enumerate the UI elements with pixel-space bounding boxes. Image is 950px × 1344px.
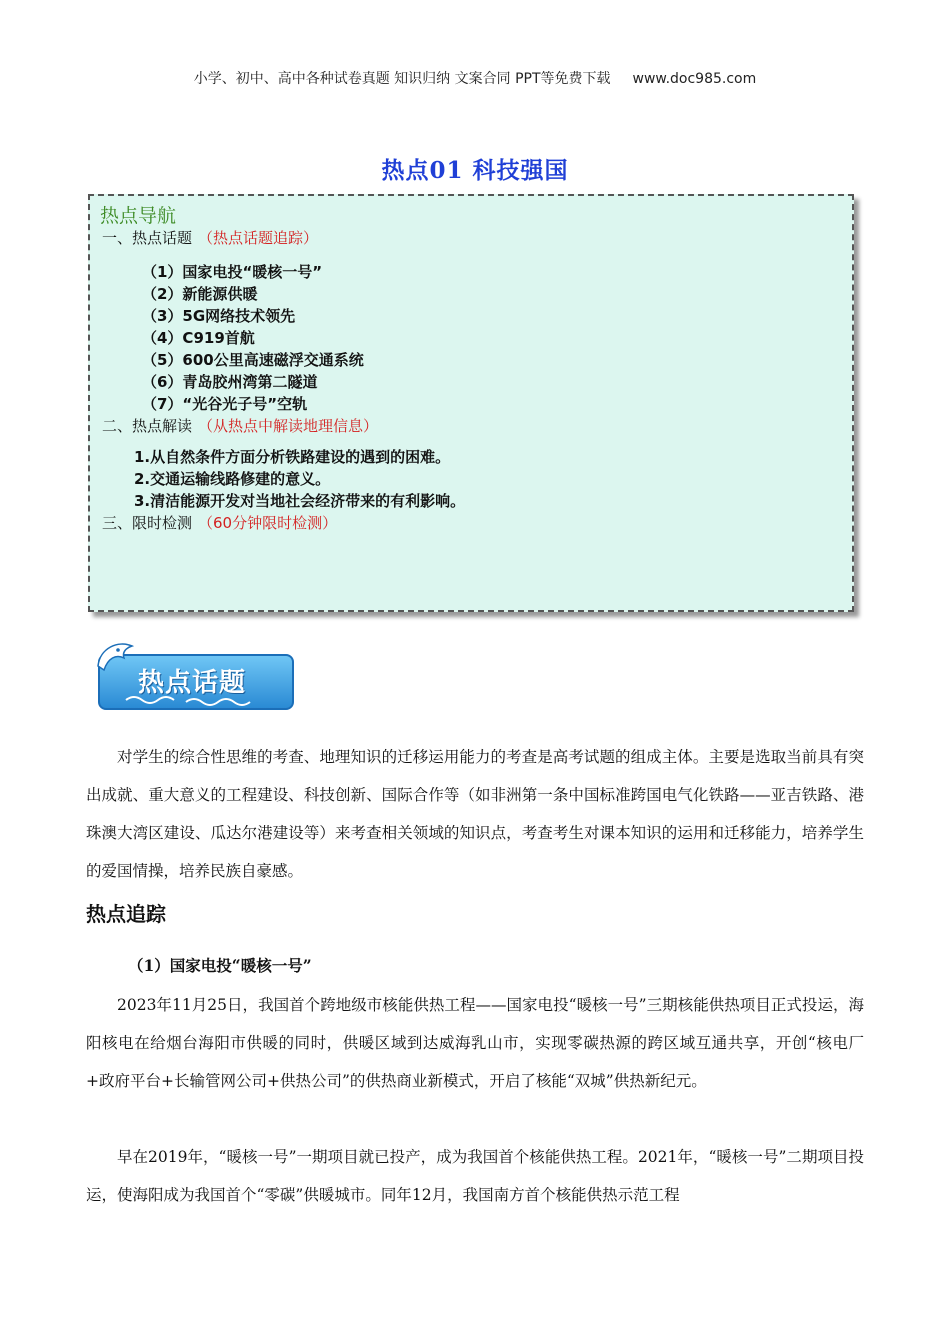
nav-section-test [102, 512, 337, 533]
nav-point-item: 3.清洁能源开发对当地社会经济带来的有利影响。 [134, 492, 466, 510]
page-header [0, 68, 950, 88]
nav-section-label: 二、热点解读 [102, 417, 193, 435]
nav-section-note: （60分钟限时检测） [198, 514, 338, 532]
nav-topic-item: （7）“光谷光子号”空轨 [142, 395, 308, 413]
hotspot-nav-box [88, 194, 854, 612]
header-text: 小学、初中、高中各种试卷真题 知识归纳 文案合同 PPT等免费下载 [193, 71, 611, 87]
nav-section-note: （从热点中解读地理信息） [198, 417, 379, 435]
intro-paragraph: 对学生的综合性思维的考查、地理知识的迁移运用能力的考查是高考试题的组成主体。主要是选取当前具有突出成就、重大意义的工程建设、科技创新、国际合作等（如非洲第一条中国标准跨国电气化铁路——亚吉铁路、港珠澳大湾区建设、瓜达尔港建设等）来考查相关领域的知识点，考查考生对课本知识的运用和迁移能力，培养学生的爱国情操，培养民族自豪感。 [86, 748, 864, 880]
nav-topic-item: （5）600公里高速磁浮交通系统 [142, 351, 364, 369]
nav-topic-item: （6）青岛胶州湾第二隧道 [142, 373, 318, 391]
tracking-paragraph-1: 2023年11月25日，我国首个跨地级市核能供热工程——国家电投“暖核一号”三期核能供热项目正式投运，海阳核电在给烟台海阳市供暖的同时，供暖区域到达威海乳山市，实现零碳热源的跨区域互通共享，开创“核电厂+政府平台+长输管网公司+供热公司”的供热商业新模式，开启了核能“双城”供热新纪元。 [86, 996, 864, 1090]
nav-point-item: 1.从自然条件方面分析铁路建设的遇到的困难。 [134, 448, 451, 466]
tracking-paragraph-2: 早在2019年，“暖核一号”一期项目就已投产，成为我国首个核能供热工程。2021年，“暖核一号”二期项目投运，使海阳成为我国首个“零碳”供暖城市。同年12月，我国南方首个核能供热示范工程 [86, 1148, 864, 1204]
nav-title: 热点导航 [100, 205, 177, 227]
nav-topic-item: （3）5G网络技术领先 [142, 307, 296, 325]
nav-section-label: 三、限时检测 [102, 514, 193, 532]
header-site-link[interactable]: www.doc985.com [632, 71, 757, 87]
nav-section-interpretation [102, 415, 378, 436]
nav-topic-item: （4）C919首航 [142, 329, 255, 347]
tracking-subheading: （1）国家电投“暖核一号” [128, 956, 312, 975]
nav-section-topics [102, 227, 318, 248]
nav-point-item: 2.交通运输线路修建的意义。 [134, 470, 331, 488]
badge-label: 热点话题 [138, 668, 247, 698]
hot-topic-badge [96, 638, 296, 714]
nav-topic-item: （1）国家电投“暖核一号” [142, 263, 323, 281]
tracking-heading: 热点追踪 [86, 902, 166, 926]
page-title: 热点01 科技强国 [381, 157, 569, 184]
nav-section-label: 一、热点话题 [102, 229, 193, 247]
nav-section-note: （热点话题追踪） [198, 229, 319, 247]
nav-topic-item: （2）新能源供暖 [142, 285, 258, 303]
